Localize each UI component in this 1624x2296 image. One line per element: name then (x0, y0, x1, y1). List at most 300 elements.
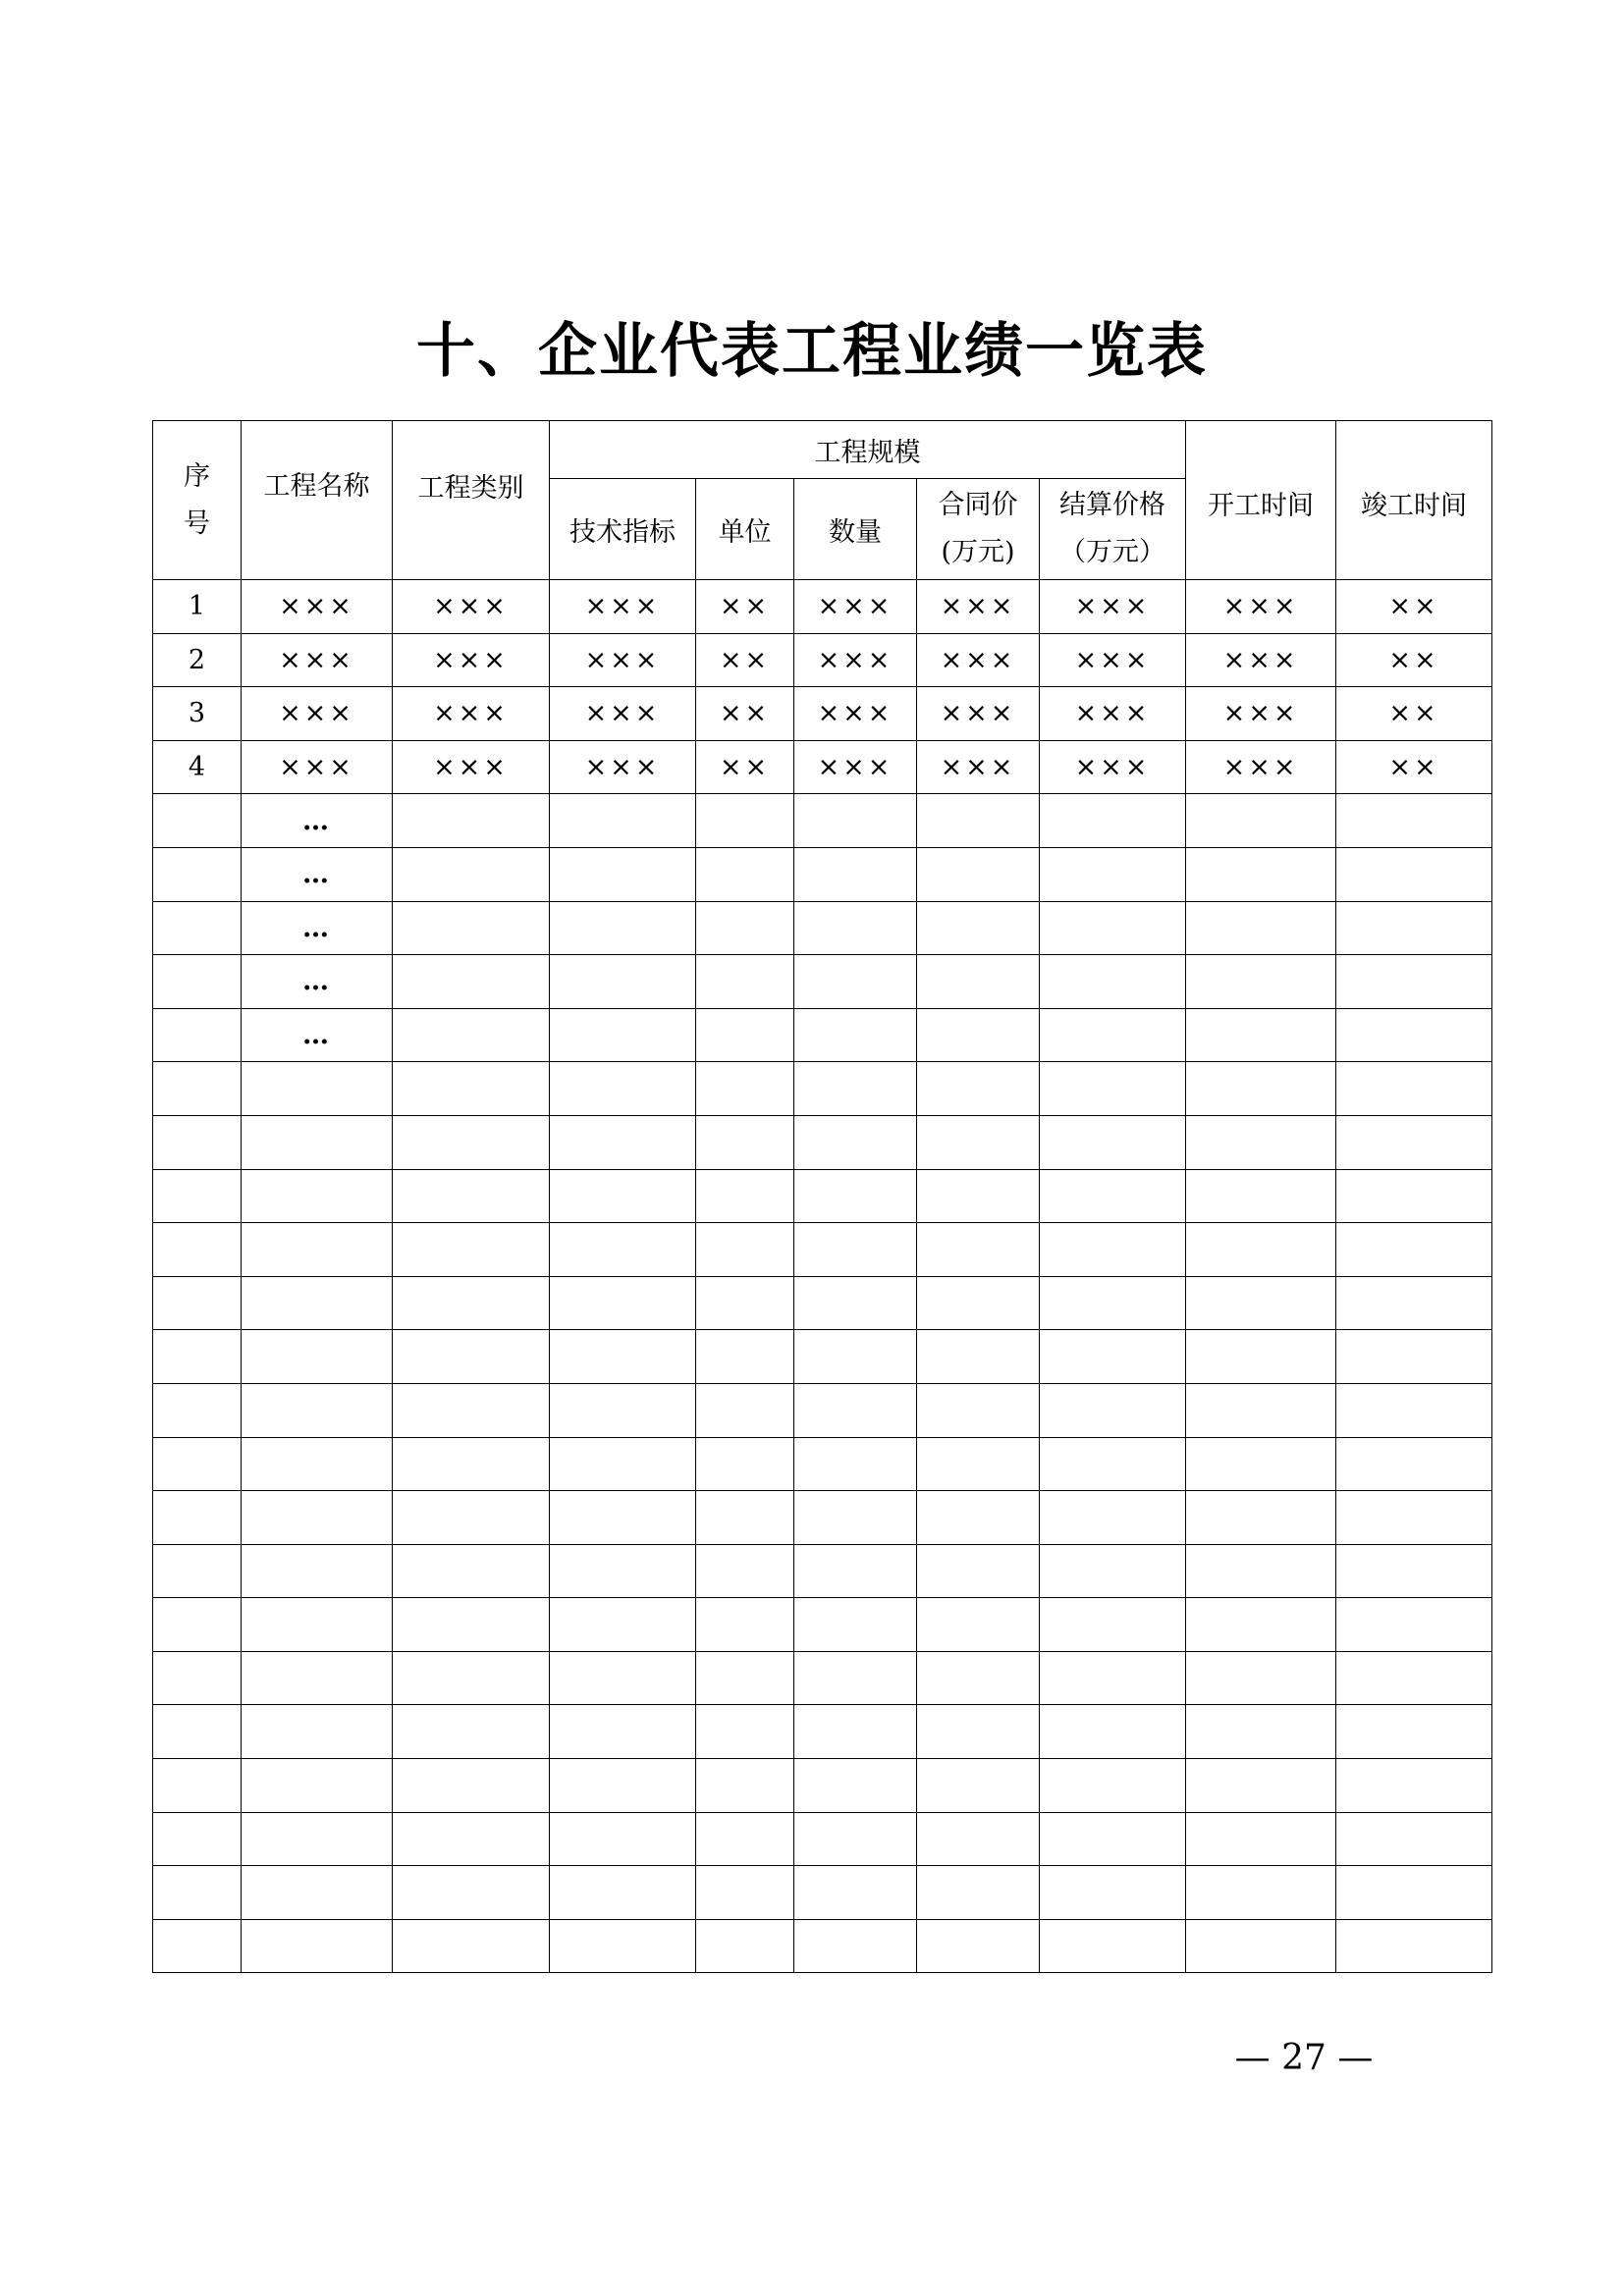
table-cell (550, 1276, 696, 1330)
table-cell: ××× (1040, 580, 1186, 634)
table-cell (917, 1812, 1040, 1866)
table-cell (917, 1115, 1040, 1169)
table-cell (1336, 1544, 1492, 1598)
table-cell: ××× (393, 740, 550, 794)
table-cell (1186, 1759, 1336, 1813)
table-cell: ××× (794, 740, 917, 794)
empty-row (153, 1919, 1492, 1973)
table-cell (696, 1115, 794, 1169)
table-cell (242, 1169, 393, 1223)
table-cell (696, 955, 794, 1009)
table-cell (550, 1062, 696, 1116)
table-cell (393, 901, 550, 955)
table-cell (393, 1008, 550, 1062)
table-cell (1186, 1062, 1336, 1116)
table-cell (1040, 1383, 1186, 1437)
table-cell (1186, 1330, 1336, 1384)
table-cell (1040, 1062, 1186, 1116)
table-cell (696, 1651, 794, 1705)
table-cell (153, 1598, 242, 1652)
table-cell (393, 1651, 550, 1705)
table-cell (1040, 955, 1186, 1009)
empty-row (153, 1383, 1492, 1437)
table-cell (917, 1008, 1040, 1062)
table-cell: ××× (242, 687, 393, 741)
table-cell (153, 1115, 242, 1169)
table-row (153, 794, 1492, 848)
table-cell (153, 1276, 242, 1330)
table-cell (917, 1276, 1040, 1330)
row-seq: 3 (153, 687, 242, 741)
table-cell (794, 1062, 917, 1116)
table-cell: ×× (696, 580, 794, 634)
header-start-time: 开工时间 (1186, 421, 1336, 580)
table-cell (1186, 1651, 1336, 1705)
table-cell (242, 1759, 393, 1813)
table-cell: ××× (1186, 687, 1336, 741)
table-cell (917, 1383, 1040, 1437)
row-seq (153, 955, 242, 1009)
table-cell (393, 794, 550, 848)
table-cell (242, 1705, 393, 1759)
table-cell (794, 1383, 917, 1437)
table-cell (153, 1062, 242, 1116)
table-cell (794, 1437, 917, 1491)
table-cell (1040, 1276, 1186, 1330)
table-cell (794, 1705, 917, 1759)
table-cell (794, 1008, 917, 1062)
table-cell (1186, 847, 1336, 901)
table-cell (393, 1759, 550, 1813)
empty-row (153, 1866, 1492, 1920)
table-cell: ××× (242, 740, 393, 794)
table-cell: ××× (1040, 687, 1186, 741)
empty-row (153, 1491, 1492, 1545)
table-cell (1336, 1705, 1492, 1759)
table-cell (393, 1169, 550, 1223)
table-cell: … (242, 955, 393, 1009)
table-cell (153, 1705, 242, 1759)
table-cell (393, 847, 550, 901)
table-cell (1336, 1276, 1492, 1330)
table-cell (153, 1759, 242, 1813)
table-cell (550, 1919, 696, 1973)
table-cell (794, 794, 917, 848)
table-cell: ×× (696, 687, 794, 741)
table-cell (153, 1223, 242, 1277)
table-cell (917, 1491, 1040, 1545)
empty-row (153, 1598, 1492, 1652)
table-cell: ××× (1040, 633, 1186, 687)
table-cell (794, 1276, 917, 1330)
table-cell (1040, 1705, 1186, 1759)
table-row (153, 1008, 1492, 1062)
empty-row (153, 1330, 1492, 1384)
table-cell (794, 1491, 917, 1545)
table-cell (1186, 1437, 1336, 1491)
table-cell: ××× (550, 740, 696, 794)
table-cell (1186, 1169, 1336, 1223)
table-cell (1040, 1491, 1186, 1545)
performance-table (152, 420, 1492, 1973)
empty-row (153, 1437, 1492, 1491)
table-cell (393, 1330, 550, 1384)
table-cell (917, 955, 1040, 1009)
table-cell (1186, 1705, 1336, 1759)
table-cell (242, 1544, 393, 1598)
table-cell (153, 1651, 242, 1705)
table-cell: ×× (1336, 580, 1492, 634)
table-cell: ×× (1336, 687, 1492, 741)
header-contract-price: 合同价(万元) (917, 479, 1040, 580)
table-cell (794, 1169, 917, 1223)
table-cell (1040, 1223, 1186, 1277)
table-cell (1040, 1812, 1186, 1866)
table-cell (696, 1330, 794, 1384)
table-cell: ××× (550, 687, 696, 741)
table-cell (1040, 1651, 1186, 1705)
header-unit: 单位 (696, 479, 794, 580)
table-cell (1186, 1008, 1336, 1062)
table-cell (917, 794, 1040, 848)
table-cell (393, 1491, 550, 1545)
table-cell (550, 1223, 696, 1277)
table-cell (794, 1759, 917, 1813)
empty-row (153, 1544, 1492, 1598)
empty-row (153, 1812, 1492, 1866)
table-cell: ××× (242, 633, 393, 687)
table-cell (393, 1705, 550, 1759)
table-cell (696, 901, 794, 955)
table-cell (1040, 1544, 1186, 1598)
table-cell (917, 1919, 1040, 1973)
table-cell: ××× (794, 687, 917, 741)
table-cell (794, 1866, 917, 1920)
table-cell (696, 1544, 794, 1598)
table-cell (550, 901, 696, 955)
table-cell (917, 1169, 1040, 1223)
table-cell (242, 1919, 393, 1973)
table-row (153, 687, 1492, 741)
table-cell (393, 1812, 550, 1866)
table-cell (550, 1169, 696, 1223)
row-seq (153, 1008, 242, 1062)
table-cell: ××× (917, 633, 1040, 687)
table-cell (696, 1598, 794, 1652)
table-cell: ×× (1336, 633, 1492, 687)
table-cell (550, 1330, 696, 1384)
table-cell: ××× (917, 687, 1040, 741)
table-cell (1336, 794, 1492, 848)
header-seq: 序号 (153, 421, 242, 580)
table-cell: ××× (1186, 633, 1336, 687)
empty-row (153, 1169, 1492, 1223)
row-seq (153, 794, 242, 848)
table-cell (550, 1651, 696, 1705)
table-cell (794, 901, 917, 955)
table-cell (696, 1383, 794, 1437)
table-cell (393, 1115, 550, 1169)
table-cell (696, 1169, 794, 1223)
table-cell (917, 1062, 1040, 1116)
table-cell (696, 1062, 794, 1116)
table-cell (1336, 1812, 1492, 1866)
table-cell (153, 1437, 242, 1491)
table-cell: … (242, 847, 393, 901)
table-cell (1186, 1812, 1336, 1866)
table-cell (917, 901, 1040, 955)
table-cell (794, 847, 917, 901)
table-cell (153, 1866, 242, 1920)
table-cell (1336, 1759, 1492, 1813)
table-cell (550, 794, 696, 848)
table-cell: ××× (393, 633, 550, 687)
table-cell (794, 1598, 917, 1652)
table-row (153, 740, 1492, 794)
table-cell (1336, 1115, 1492, 1169)
table-cell: ××× (242, 580, 393, 634)
table-cell (696, 1008, 794, 1062)
table-cell (696, 847, 794, 901)
table-cell (1186, 1276, 1336, 1330)
table-cell (393, 1544, 550, 1598)
table-cell (1336, 1919, 1492, 1973)
table-cell (1186, 1919, 1336, 1973)
table-cell (794, 1812, 917, 1866)
table-cell: ××× (917, 740, 1040, 794)
table-row (153, 847, 1492, 901)
table-cell (242, 1866, 393, 1920)
table-cell (242, 1437, 393, 1491)
table-cell (794, 1919, 917, 1973)
table-cell (794, 1544, 917, 1598)
table-cell (550, 847, 696, 901)
table-row (153, 633, 1492, 687)
table-cell: … (242, 901, 393, 955)
table-cell: … (242, 794, 393, 848)
table-cell (1186, 1598, 1336, 1652)
table-cell (242, 1491, 393, 1545)
table-cell (917, 1866, 1040, 1920)
table-cell (917, 1705, 1040, 1759)
table-cell: ××× (794, 580, 917, 634)
table-cell (1336, 1062, 1492, 1116)
table-cell (1336, 847, 1492, 901)
table-cell (242, 1330, 393, 1384)
table-cell (242, 1812, 393, 1866)
table-cell (696, 1276, 794, 1330)
table-cell (794, 955, 917, 1009)
table-cell (1040, 794, 1186, 848)
table-cell (794, 1330, 917, 1384)
table-cell (696, 1705, 794, 1759)
table-cell (393, 1598, 550, 1652)
table-cell (242, 1383, 393, 1437)
empty-row (153, 1115, 1492, 1169)
table-cell (1040, 1008, 1186, 1062)
table-cell (1040, 1330, 1186, 1384)
header-finish-time: 竣工时间 (1336, 421, 1492, 580)
empty-row (153, 1759, 1492, 1813)
table-row (153, 901, 1492, 955)
table-cell (393, 1437, 550, 1491)
table-cell: ××× (794, 633, 917, 687)
table-cell (242, 1276, 393, 1330)
table-cell (917, 1759, 1040, 1813)
table-cell (1336, 1437, 1492, 1491)
table-cell (696, 794, 794, 848)
table-cell (153, 1812, 242, 1866)
table-cell: ×× (1336, 740, 1492, 794)
table-cell (550, 1759, 696, 1813)
table-cell: ××× (550, 580, 696, 634)
table-cell (1186, 1866, 1336, 1920)
header-tech-index: 技术指标 (550, 479, 696, 580)
table-cell (696, 1437, 794, 1491)
table-cell (153, 1383, 242, 1437)
table-cell (1336, 1491, 1492, 1545)
table-cell (1336, 1651, 1492, 1705)
table-cell (550, 1008, 696, 1062)
empty-row (153, 1062, 1492, 1116)
row-seq: 2 (153, 633, 242, 687)
table-cell (393, 1062, 550, 1116)
table-cell (917, 1544, 1040, 1598)
table-cell (1336, 955, 1492, 1009)
table-cell (1040, 1598, 1186, 1652)
row-seq: 4 (153, 740, 242, 794)
table-cell (1186, 1491, 1336, 1545)
table-cell (794, 1115, 917, 1169)
table-cell (1040, 901, 1186, 955)
table-cell (550, 1437, 696, 1491)
table-cell (696, 1919, 794, 1973)
table-cell (1040, 1866, 1186, 1920)
table-cell (1186, 1223, 1336, 1277)
table-cell (1186, 1115, 1336, 1169)
table-cell (1186, 901, 1336, 955)
table-cell (550, 955, 696, 1009)
table-cell (1186, 1544, 1336, 1598)
row-seq (153, 901, 242, 955)
table-cell: … (242, 1008, 393, 1062)
table-cell: ××× (1040, 740, 1186, 794)
table-cell (917, 847, 1040, 901)
table-cell: ××× (917, 580, 1040, 634)
table-cell (1336, 901, 1492, 955)
header-quantity: 数量 (794, 479, 917, 580)
table-cell (917, 1651, 1040, 1705)
table-cell (696, 1223, 794, 1277)
table-cell (794, 1651, 917, 1705)
header-project-category: 工程类别 (393, 421, 550, 580)
table-cell (696, 1759, 794, 1813)
empty-row (153, 1651, 1492, 1705)
table-cell: ××× (393, 687, 550, 741)
table-cell (696, 1812, 794, 1866)
table-cell (393, 1383, 550, 1437)
table-cell: ××× (393, 580, 550, 634)
table-cell: ×× (696, 633, 794, 687)
table-cell (550, 1705, 696, 1759)
table-cell (242, 1062, 393, 1116)
table-cell (393, 1919, 550, 1973)
table-cell (242, 1115, 393, 1169)
table-cell (696, 1866, 794, 1920)
table-cell (917, 1598, 1040, 1652)
table-cell (393, 1223, 550, 1277)
table-cell (917, 1330, 1040, 1384)
table-cell (1336, 1383, 1492, 1437)
table-cell (550, 1598, 696, 1652)
table-cell (153, 1169, 242, 1223)
header-settlement-price: 结算价格（万元） (1040, 479, 1186, 580)
table-cell (153, 1544, 242, 1598)
table-cell (153, 1330, 242, 1384)
table-cell (1040, 1437, 1186, 1491)
table-cell (1336, 1008, 1492, 1062)
page-title: 十、企业代表工程业绩一览表 (416, 317, 1208, 386)
header-project-scale: 工程规模 (550, 421, 1186, 479)
table-cell: ×× (696, 740, 794, 794)
table-cell (242, 1651, 393, 1705)
table-cell (1040, 1169, 1186, 1223)
empty-row (153, 1276, 1492, 1330)
table-cell (1336, 1598, 1492, 1652)
table-row (153, 955, 1492, 1009)
table-cell (917, 1437, 1040, 1491)
table-cell: ××× (1186, 740, 1336, 794)
table-cell (550, 1866, 696, 1920)
table-cell (1336, 1169, 1492, 1223)
page-number: — 27 — (1234, 2038, 1374, 2078)
table-cell (1040, 1759, 1186, 1813)
table-cell (1186, 955, 1336, 1009)
table-cell (1040, 1919, 1186, 1973)
table-cell (794, 1223, 917, 1277)
table-cell (550, 1115, 696, 1169)
table-cell (696, 1491, 794, 1545)
table-cell (917, 1223, 1040, 1277)
empty-row (153, 1223, 1492, 1277)
table-row (153, 580, 1492, 634)
table-cell (550, 1491, 696, 1545)
table-cell: ××× (1186, 580, 1336, 634)
table-cell (1040, 847, 1186, 901)
table-cell (242, 1598, 393, 1652)
table-cell (550, 1544, 696, 1598)
header-project-name: 工程名称 (242, 421, 393, 580)
table-cell: ××× (550, 633, 696, 687)
table-cell (1186, 794, 1336, 848)
table-cell (1336, 1223, 1492, 1277)
row-seq: 1 (153, 580, 242, 634)
table-cell (1336, 1866, 1492, 1920)
table-cell (550, 1812, 696, 1866)
table-cell (153, 1919, 242, 1973)
table-cell (153, 1491, 242, 1545)
empty-row (153, 1705, 1492, 1759)
table-cell (1336, 1330, 1492, 1384)
table-cell (393, 1276, 550, 1330)
row-seq (153, 847, 242, 901)
table-cell (393, 1866, 550, 1920)
table-cell (550, 1383, 696, 1437)
table-cell (242, 1223, 393, 1277)
table-cell (1040, 1115, 1186, 1169)
table-cell (393, 955, 550, 1009)
table-cell (1186, 1383, 1336, 1437)
